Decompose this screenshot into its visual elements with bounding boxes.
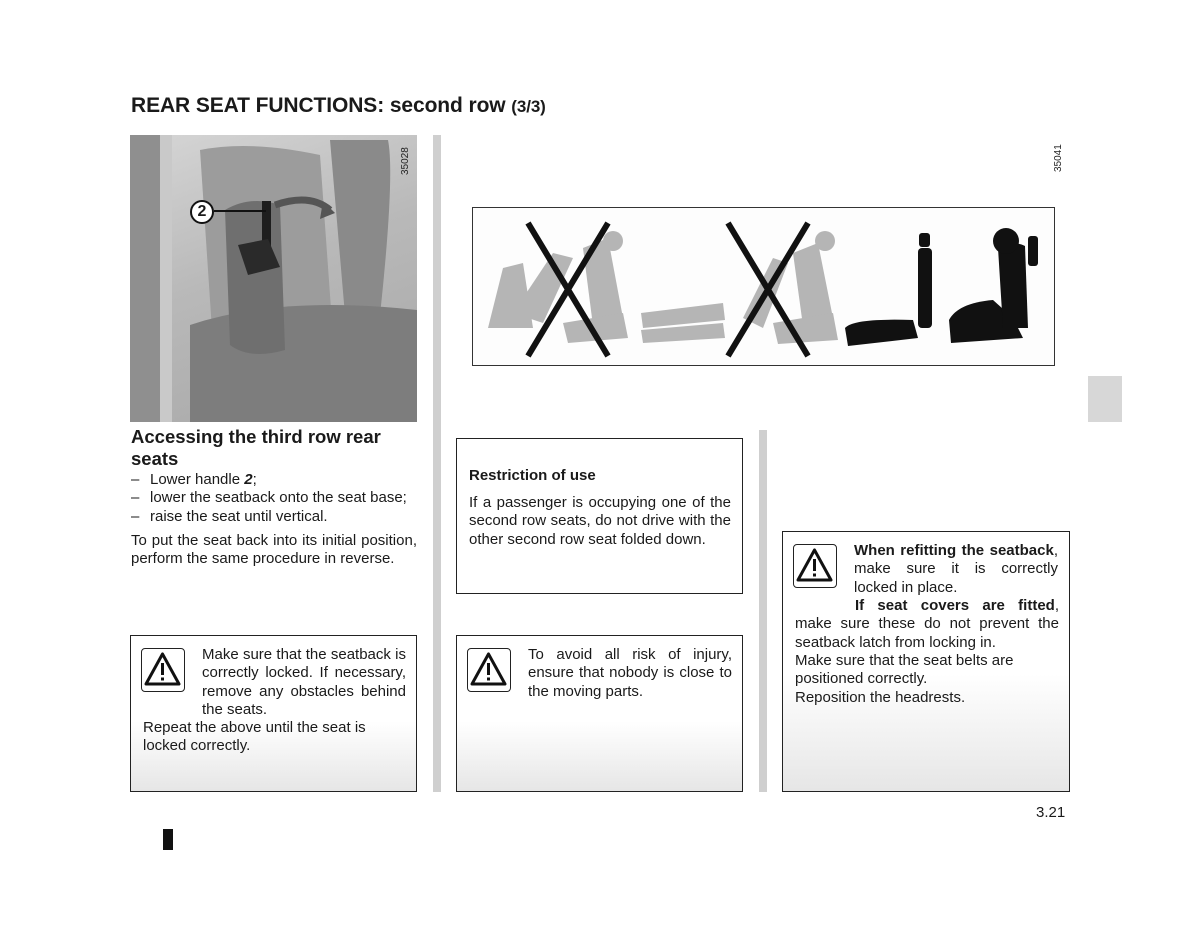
- warning-box-injury: [456, 635, 743, 792]
- page-number: 3.21: [1036, 804, 1066, 821]
- reverse-procedure-text: To put the seat back into its initial position, perform the same procedure in reverse.: [131, 531, 417, 568]
- seat-covers-text: If seat covers are fitted, make sure these do not prevent the seatback latch from locking in.: [795, 597, 1059, 651]
- list-item: – Lower handle 2;: [131, 471, 417, 489]
- warning-triangle-icon: [793, 544, 837, 588]
- seat-photo-illustration: [130, 135, 417, 422]
- list-item: – lower the seatback onto the seat base;: [131, 489, 417, 507]
- steps-list: [131, 471, 417, 526]
- warning-triangle-icon: [141, 648, 185, 692]
- photo-ref-number: 35028: [400, 147, 411, 175]
- rear-seat-handle-photo: [130, 135, 417, 422]
- warning-text: Make sure that the seatback is correctly locked. If necessary, remove any obstacles behind the seats.: [202, 646, 406, 718]
- page-title: REAR SEAT FUNCTIONS: second row (3/3): [131, 94, 546, 117]
- restriction-box: [456, 438, 743, 594]
- seat-positions-diagram: [472, 207, 1055, 366]
- diagram-ref-number: 35041: [1053, 144, 1064, 172]
- page-marker-bar: [163, 829, 173, 850]
- warning-text: To avoid all risk of injury, ensure that nobody is close to the moving parts.: [528, 646, 732, 700]
- callout-2: 2: [190, 200, 214, 224]
- restriction-heading: Restriction of use: [469, 467, 596, 484]
- list-item: – raise the seat until vertical.: [131, 508, 417, 526]
- section-heading: Accessing the third row rear seats: [131, 426, 381, 469]
- headrests-text: Reposition the headrests.: [795, 689, 966, 706]
- restriction-text: If a passenger is occupying one of the second row seats, do not drive with the other second row seat folded down.: [469, 494, 731, 548]
- section-tab-marker: [1088, 376, 1122, 422]
- warning-box-refitting: [782, 531, 1070, 792]
- warning-triangle-icon: [467, 648, 511, 692]
- seat-positions-illustration: [473, 208, 1054, 365]
- callout-line: [214, 210, 266, 212]
- refitting-text: When refitting the seatback, make sure it is correctly locked in place.: [854, 542, 1058, 596]
- warning-box-locking: [130, 635, 417, 792]
- seat-belts-text: Make sure that the seat belts are positioned correctly.: [795, 652, 1014, 688]
- steps-list-container: [131, 471, 417, 568]
- column-divider: [759, 430, 767, 792]
- warning-text-continued: Repeat the above until the seat is locked correctly.: [143, 719, 366, 755]
- column-divider: [433, 135, 441, 792]
